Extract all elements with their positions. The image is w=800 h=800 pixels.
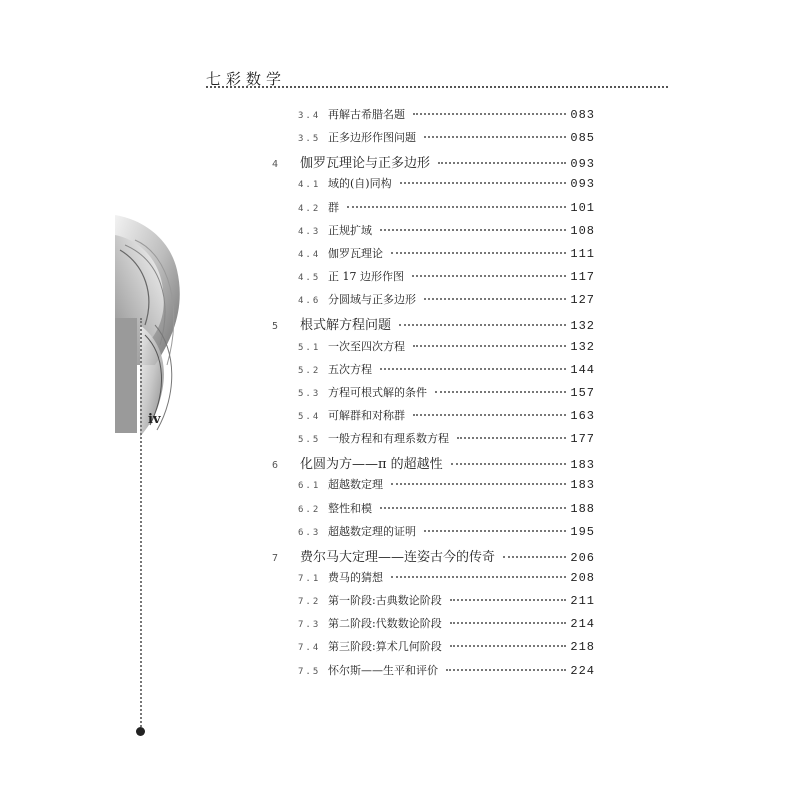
toc-entry-title: 一次至四次方程 bbox=[328, 339, 405, 353]
toc-entry-page: 177 bbox=[570, 432, 595, 447]
toc-section-row bbox=[298, 338, 595, 358]
toc-entry-title: 正规扩域 bbox=[328, 223, 372, 237]
toc-dot-leader bbox=[424, 298, 566, 300]
toc-entry-title: 伽罗瓦理论 bbox=[328, 246, 383, 260]
toc-dot-leader bbox=[446, 669, 566, 671]
toc-entry-title: 伽罗瓦理论与正多边形 bbox=[300, 156, 431, 172]
toc-entry-number: 4.3 bbox=[298, 226, 321, 237]
toc-entry-page: 206 bbox=[570, 550, 595, 565]
toc-section-row bbox=[298, 106, 595, 126]
toc-entry-number: 4.1 bbox=[298, 180, 321, 191]
toc-chapter-row bbox=[272, 453, 595, 473]
toc-section-row bbox=[298, 523, 595, 543]
toc-dot-leader bbox=[400, 182, 567, 184]
toc-entry-page: 101 bbox=[570, 200, 595, 215]
toc-section-row bbox=[298, 129, 595, 149]
toc-entry-number: 5.2 bbox=[298, 365, 321, 376]
toc-entry-number: 6.3 bbox=[298, 527, 321, 538]
toc-dot-leader bbox=[413, 345, 566, 347]
toc-entry-title: 第三阶段:算术几何阶段 bbox=[328, 640, 442, 654]
toc-entry-page: 083 bbox=[570, 108, 595, 122]
toc-entry-number: 7.4 bbox=[298, 643, 321, 654]
toc-entry-title: 整性和模 bbox=[328, 501, 372, 515]
toc-entry-title: 怀尔斯——生平和评价 bbox=[328, 663, 438, 677]
toc-entry-number: 5 bbox=[272, 321, 281, 333]
toc-chapter-row bbox=[272, 314, 595, 334]
toc-entry-title: 正多边形作图问题 bbox=[328, 131, 416, 145]
toc-entry-number: 7.2 bbox=[298, 597, 321, 608]
toc-dot-leader bbox=[450, 645, 567, 647]
toc-entry-page: 224 bbox=[570, 663, 595, 678]
toc-entry-number: 6.1 bbox=[298, 481, 321, 492]
toc-entry-page: 183 bbox=[570, 458, 595, 473]
toc-section-row bbox=[298, 476, 595, 496]
toc-entry-title: 超越数定理 bbox=[328, 478, 383, 492]
toc-entry-page: 214 bbox=[570, 617, 595, 632]
toc-entry-title: 分圆域与正多边形 bbox=[328, 293, 416, 307]
toc-entry-title: 可解群和对称群 bbox=[328, 408, 405, 422]
toc-dot-leader bbox=[450, 622, 567, 624]
toc-dot-leader bbox=[450, 599, 567, 601]
toc-entry-number: 4.2 bbox=[298, 203, 321, 214]
page-number: iv bbox=[148, 412, 161, 427]
toc-entry-title: 第二阶段:代数数论阶段 bbox=[328, 617, 442, 631]
toc-section-row bbox=[298, 222, 595, 242]
toc-entry-page: 211 bbox=[570, 594, 595, 609]
toc-entry-title: 一般方程和有理系数方程 bbox=[328, 432, 449, 446]
toc-entry-page: 093 bbox=[570, 157, 595, 172]
toc-entry-number: 3.5 bbox=[298, 134, 321, 145]
toc-entry-number: 6.2 bbox=[298, 504, 321, 515]
toc-dot-leader bbox=[413, 414, 566, 416]
toc-dot-leader bbox=[347, 206, 566, 208]
toc-section-row bbox=[298, 615, 595, 635]
toc-entry-title: 费尔马大定理——连姿古今的传奇 bbox=[300, 549, 496, 565]
toc-section-row bbox=[298, 407, 595, 427]
toc-entry-number: 7.5 bbox=[298, 666, 321, 677]
toc-entry-title: 费马的猜想 bbox=[328, 571, 383, 584]
toc-entry-number: 5.1 bbox=[298, 342, 321, 353]
toc-entry-number: 5.3 bbox=[298, 388, 321, 399]
toc-section-row bbox=[298, 662, 595, 682]
toc-dot-leader bbox=[399, 324, 566, 326]
toc-entry-title: 再解古希腊名题 bbox=[328, 108, 405, 121]
toc-dot-leader bbox=[424, 530, 566, 532]
toc-chapter-row bbox=[272, 546, 595, 566]
toc-entry-page: 132 bbox=[570, 319, 595, 334]
toc-dot-leader bbox=[391, 252, 566, 254]
toc-entry-number: 7.1 bbox=[298, 574, 321, 584]
toc-entry-title: 化圆为方——π 的超越性 bbox=[300, 457, 443, 473]
toc-entry-title: 第一阶段:古典数论阶段 bbox=[328, 594, 442, 608]
toc-section-row bbox=[298, 592, 595, 612]
toc-entry-page: 218 bbox=[570, 640, 595, 655]
toc-entry-page: 085 bbox=[570, 131, 595, 146]
toc-entry-page: 163 bbox=[570, 408, 595, 423]
toc-entry-number: 4 bbox=[272, 159, 281, 171]
toc-dot-leader bbox=[424, 136, 566, 138]
toc-entry-page: 208 bbox=[570, 571, 595, 585]
toc-entry-number: 3.4 bbox=[298, 111, 321, 121]
toc-section-row bbox=[298, 199, 595, 219]
toc-entry-page: 108 bbox=[570, 223, 595, 238]
toc-dot-leader bbox=[438, 162, 566, 164]
toc-entry-title: 根式解方程问题 bbox=[300, 318, 392, 334]
toc-entry-page: 157 bbox=[570, 385, 595, 400]
toc-entry-number: 5.5 bbox=[298, 435, 321, 446]
toc-chapter-row bbox=[272, 152, 595, 172]
toc-entry-number: 4.5 bbox=[298, 273, 321, 284]
toc-entry-page: 195 bbox=[570, 524, 595, 539]
toc-entry-number: 7.3 bbox=[298, 620, 321, 631]
toc-section-row bbox=[298, 291, 595, 311]
toc-entry-number: 6 bbox=[272, 460, 281, 472]
toc-dot-leader bbox=[380, 507, 566, 509]
toc-entry-page: 127 bbox=[570, 293, 595, 308]
toc-entry-number: 5.4 bbox=[298, 411, 321, 422]
toc-entry-page: 117 bbox=[570, 270, 595, 285]
toc-entry-title: 五次方程 bbox=[328, 362, 372, 376]
toc-entry-title: 域的(自)同构 bbox=[328, 177, 392, 191]
toc-dot-leader bbox=[412, 275, 566, 277]
toc-section-row bbox=[298, 569, 595, 589]
header-title: 七彩数学 bbox=[206, 70, 287, 88]
toc-dot-leader bbox=[503, 556, 566, 558]
toc-dot-leader bbox=[391, 483, 566, 485]
toc-dot-leader bbox=[380, 229, 566, 231]
toc-dot-leader bbox=[380, 368, 566, 370]
toc-entry-page: 183 bbox=[570, 478, 595, 493]
toc-entry-page: 111 bbox=[570, 246, 595, 261]
toc-entry-page: 144 bbox=[570, 362, 595, 377]
toc-entry-page: 188 bbox=[570, 501, 595, 516]
toc-entry-title: 方程可根式解的条件 bbox=[328, 385, 427, 399]
toc-entry-number: 7 bbox=[272, 552, 281, 564]
toc-dot-leader bbox=[451, 463, 567, 465]
toc-dot-leader bbox=[457, 437, 566, 439]
toc-entry-page: 132 bbox=[570, 339, 595, 354]
toc-section-row bbox=[298, 245, 595, 265]
toc-entry-number: 4.6 bbox=[298, 296, 321, 307]
toc-section-row bbox=[298, 430, 595, 450]
toc-dot-leader bbox=[413, 113, 566, 115]
toc-section-row bbox=[298, 175, 595, 195]
toc-entry-title: 超越数定理的证明 bbox=[328, 524, 416, 538]
toc-section-row bbox=[298, 268, 595, 288]
toc-dot-leader bbox=[391, 576, 566, 578]
toc-section-row bbox=[298, 638, 595, 658]
toc-entry-number: 4.4 bbox=[298, 249, 321, 260]
toc-entry-page: 093 bbox=[570, 177, 595, 192]
toc-dot-leader bbox=[435, 391, 566, 393]
toc-entry-title: 正 17 边形作图 bbox=[328, 270, 404, 284]
toc-section-row bbox=[298, 500, 595, 520]
toc-section-row bbox=[298, 384, 595, 404]
toc-entry-title: 群 bbox=[328, 200, 339, 214]
toc-section-row bbox=[298, 361, 595, 381]
